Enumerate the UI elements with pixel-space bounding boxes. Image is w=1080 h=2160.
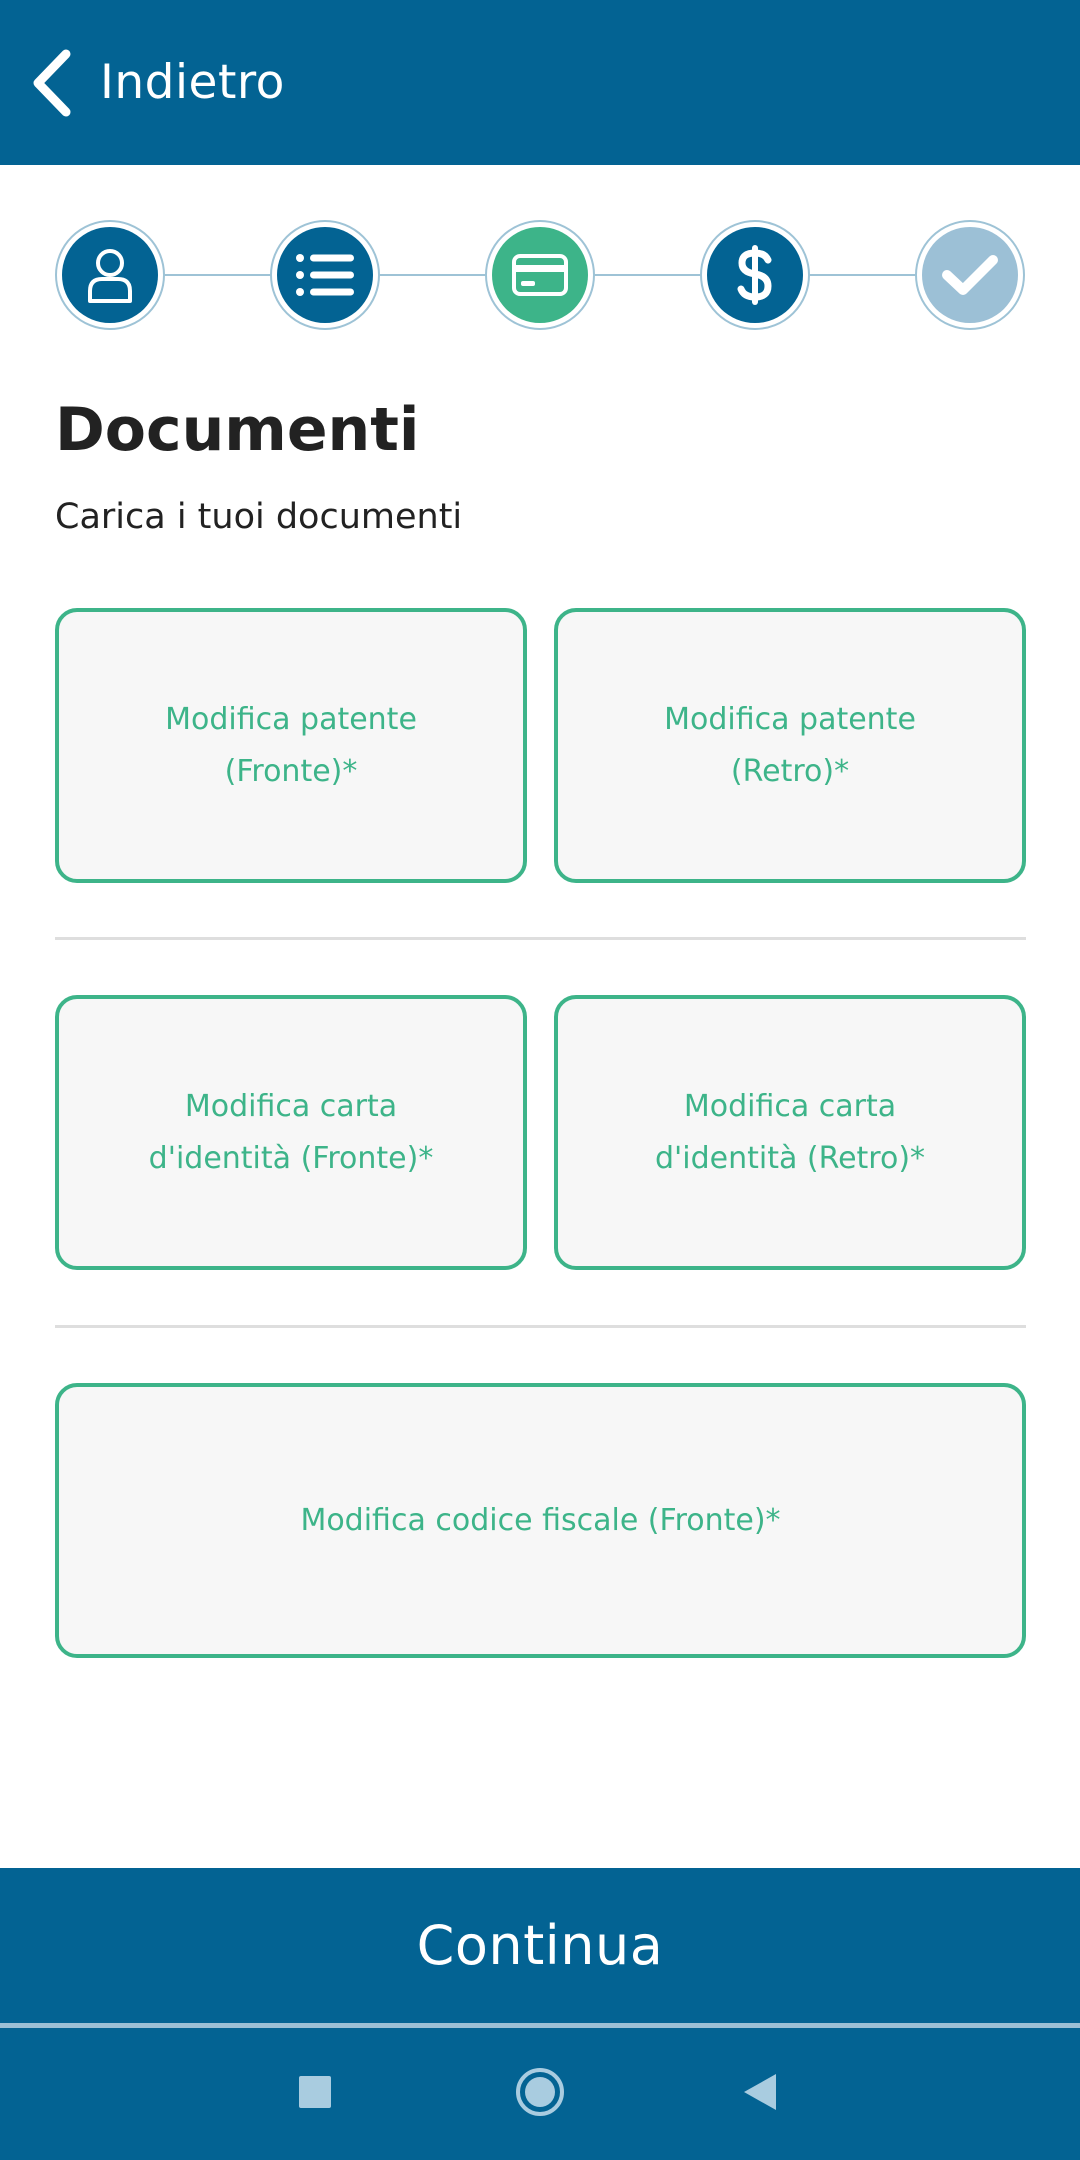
page-title: Documenti [55, 395, 420, 465]
credit-card-icon [512, 254, 568, 296]
step-payment [700, 220, 810, 330]
upload-license-front-button[interactable] [55, 608, 527, 883]
step-confirm [915, 220, 1025, 330]
continue-button[interactable] [0, 1868, 1080, 2023]
chevron-left-icon [30, 48, 74, 118]
back-label: Indietro [100, 55, 285, 110]
upload-license-back-label: Modifica patente (Retro)* [664, 701, 916, 789]
upload-id-front-button[interactable] [55, 995, 527, 1270]
upload-id-front-label: Modifica carta d'identità (Fronte)* [148, 1088, 434, 1176]
dollar-icon [735, 243, 775, 307]
page-subtitle: Carica i tuoi documenti [55, 497, 463, 537]
back-icon [742, 2072, 778, 2116]
recents-button[interactable] [250, 2028, 380, 2160]
upload-tax-code-front-label: Modifica codice fiscale (Fronte)* [300, 1502, 781, 1538]
upload-license-back-button[interactable] [554, 608, 1026, 883]
continue-label: Continua [416, 1914, 664, 1977]
list-icon [295, 253, 355, 297]
step-personal-data [55, 220, 165, 330]
section-divider [55, 937, 1026, 940]
back-button[interactable] [30, 40, 285, 125]
upload-id-back-label: Modifica carta d'identità (Retro)* [654, 1088, 926, 1176]
upload-tax-code-front-button[interactable] [55, 1383, 1026, 1658]
system-nav-bar [0, 2028, 1080, 2160]
step-details [270, 220, 380, 330]
home-button[interactable] [475, 2028, 605, 2160]
home-icon [514, 2066, 566, 2122]
app-header [0, 0, 1080, 165]
section-divider [55, 1325, 1026, 1328]
upload-id-back-button[interactable] [554, 995, 1026, 1270]
recents-icon [298, 2075, 332, 2113]
upload-license-front-label: Modifica patente (Fronte)* [165, 701, 417, 789]
user-icon [82, 245, 138, 305]
progress-stepper [55, 220, 1025, 330]
check-icon [941, 253, 999, 297]
system-back-button[interactable] [695, 2028, 825, 2160]
step-documents [485, 220, 595, 330]
